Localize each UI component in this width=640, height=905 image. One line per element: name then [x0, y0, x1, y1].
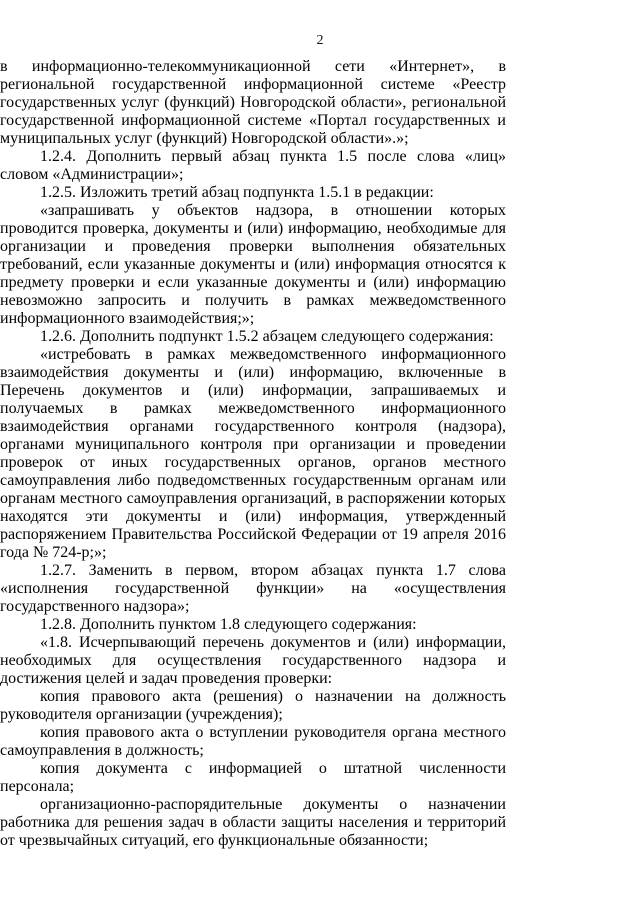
paragraph: в информационно-телекоммуникационной сети «Интернет», в региональной государственной информационной системе «Реестр государственных услуг (функций) Новгородской области», региональной государственной информационной системе «Портал государственных и муниципальных услуг (функций) Новгородской области».»;	[0, 58, 506, 147]
paragraph: организационно-распорядительные документы о назначении работника для решения задач в области защиты населения и территорий от чрезвычайных ситуаций, его функциональные обязанности;	[0, 796, 506, 849]
paragraph: 1.2.8. Дополнить пунктом 1.8 следующего содержания:	[40, 616, 417, 633]
paragraph: 1.2.7. Заменить в первом, втором абзацах пункта 1.7 слова «исполнения государственной функции» на «осуществления государственного надзора»;	[0, 562, 506, 615]
paragraph: 1.2.4. Дополнить первый абзац пункта 1.5 после слова «лиц» словом «Администрации»;	[0, 148, 506, 183]
paragraph: «1.8. Исчерпывающий перечень документов и (или) информации, необходимых для осуществления государственного надзора и достижения целей и задач проведения проверки:	[0, 634, 506, 687]
paragraph: 1.2.6. Дополнить подпункт 1.5.2 абзацем следующего содержания:	[40, 328, 494, 345]
paragraph: копия правового акта (решения) о назначении на должность руководителя организации (учреждения);	[0, 688, 506, 723]
paragraph: 1.2.5. Изложить третий абзац подпункта 1.5.1 в редакции:	[40, 184, 434, 201]
paragraph: «запрашивать у объектов надзора, в отношении которых проводится проверка, документы и (или) информацию, необходимые для организации и проведения проверки выполнения обязательных требований, если указанные документы и (или) информация относятся к предмету проверки и если указанные документы и (или) информацию невозможно запросить и получить в рамках межведомственного информационного взаимодействия;»;	[0, 202, 506, 327]
paragraph: копия правового акта о вступлении руководителя органа местного самоуправления в должность;	[0, 724, 506, 759]
page-number: 2	[316, 32, 324, 48]
paragraph: «истребовать в рамках межведомственного информационного взаимодействия документы и (или) информацию, включенные в Перечень документов и (или) информации, запрашиваемых и получаемых в рамках межведомственного информационного взаимодействия органами государственного контроля (надзора), органами муниципального контроля при организации и проведении проверок от иных государственных органов, органов местного самоуправления либо подведомственных государственным органам или органам местного самоуправления организаций, в распоряжении которых находятся эти документы и (или) информация, утвержденный распоряжением Правительства Российской Федерации от 19 апреля 2016 года № 724-р;»;	[0, 346, 506, 561]
paragraph: копия документа с информацией о штатной численности персонала;	[0, 760, 506, 795]
document-body	[0, 58, 506, 850]
